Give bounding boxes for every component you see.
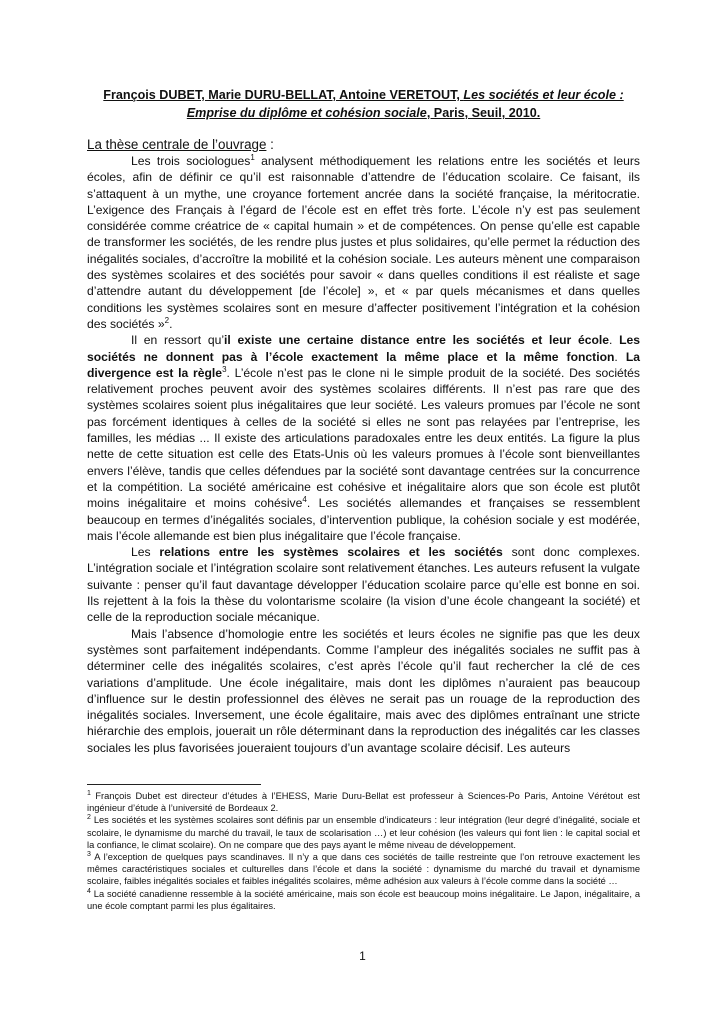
footnotes <box>87 784 640 912</box>
footnote-text: La société canadienne ressemble à la société américaine, mais son école est beaucoup moins inégalitaire. Le Japon, inégalitaire, a une école comptant parmi les plus égalitaires. <box>87 888 640 911</box>
bold-text: Les sociétés ne donnent pas à l’école exactement la même place et la même fonction <box>87 333 641 364</box>
bold-text: il existe une certaine distance entre les sociétés et leur école <box>224 333 609 348</box>
text-run: . Les sociétés allemandes et françaises se ressemblent beaucoup en termes d’inégalités sociales, d’intervention publique, la cohésion sociale y est modérée, mais l’école allemande est bien plus inégalitaire que l’école française. <box>87 496 640 543</box>
document-page <box>87 86 640 756</box>
authors: François DUBET, Marie DURU-BELLAT, Antoine VERETOUT, <box>103 88 464 102</box>
text-run: Il en ressort qu’ <box>131 333 225 348</box>
text-run: Les trois sociologues <box>131 154 251 168</box>
footnote-separator <box>87 784 261 785</box>
footnote-text: A l’exception de quelques pays scandinaves. Il n’y a que dans ces sociétés de taille restreinte que l’on retrouve exactement les mêmes caractéristiques sociales et culturelles dans l’école et dans la société : dynamisme du marché du travail et dynamisme scolaire, faibles inégalités sociales et faibles inégalités scolaires, même adhésion aux valeurs à l’école comme dans la société … <box>87 852 640 887</box>
paragraph-2 <box>87 332 640 544</box>
footnote-text: Les sociétés et les systèmes scolaires sont définis par un ensemble d’indicateurs : leur intégration (leur degré d’inégalité, sociale et scolaire, le dynamisme du marché du travail, le taux de scolarisation …) et leur cohésion (les valeurs qui font lien : le capital social et la confiance, le climat scolaire). On ne compare que des pays ayant le même niveau de développement. <box>87 815 640 850</box>
footnote-ref-3[interactable]: 3 <box>222 364 227 374</box>
bold-text: La divergence est la règle <box>87 349 640 380</box>
footnote-4 <box>87 888 640 912</box>
text-run: . L’école n’est pas le clone ni le simple produit de la société. Des sociétés relativement proches peuvent avoir des systèmes scolaires différents. Il n’est pas rare que des systèmes scolaires soient plus inégalitaires que leur société. Les valeurs promues par l’école ne sont pas forcément identiques à celles de la société si elles ne sont pas relayées par l’entreprise, les familles, les médias ... Il existe des articulations paradoxales entre les deux entités. La figure la plus nette de cette situation est celle des Etats-Unis où les valeurs promues à l’école sont bienveillantes envers l’élève, tandis que celles défendues par la société sont davantage centrées sur la concurrence et la compétition. La société américaine est cohésive et inégalitaire alors que son école est plutôt moins inégalitaire et moins cohésive <box>87 365 640 511</box>
text-run: . <box>614 349 626 364</box>
footnote-1 <box>87 790 640 814</box>
text-run: Les <box>131 545 160 560</box>
footnote-ref-1[interactable]: 1 <box>250 152 255 162</box>
page-number: 1 <box>359 949 366 963</box>
footnote-number: 4 <box>87 887 91 895</box>
text-run: sont donc complexes. L’intégration sociale et l’intégration scolaire sont relativement étanches. Les auteurs refusent la vulgate suivante : penser qu’il faut davantage développer l’éducation scolaire parce qu’elle est bonne en soi. Ils rejettent à la fois la thèse du volontarisme scolaire (la vision d’une école changeant la société) et celle de la reproduction sociale mécanique. <box>87 545 640 625</box>
text-run: . <box>169 316 173 331</box>
text-run: . <box>609 333 620 348</box>
footnote-number: 2 <box>87 814 91 822</box>
book-title-part-2: Emprise du diplôme et cohésion sociale <box>186 106 427 120</box>
publisher: , Paris, Seuil, 2010. <box>426 106 541 120</box>
section-heading-text: La thèse centrale de l’ouvrage <box>87 137 267 152</box>
footnote-number: 3 <box>87 850 91 858</box>
footnote-2 <box>87 814 640 851</box>
paragraph-3 <box>87 544 640 625</box>
book-reference-title <box>87 86 640 122</box>
section-heading <box>87 136 640 153</box>
paragraph-1 <box>87 153 640 332</box>
footnote-ref-2[interactable]: 2 <box>164 315 170 325</box>
footnote-ref-4[interactable]: 4 <box>302 495 307 505</box>
text-run: analysent méthodiquement les relations entre les sociétés et leurs écoles, afin de définir ce qu’il est raisonnable d’attendre de l’éducation scolaire. Ce faisant, ils s’attaquent à un mythe, une croyance fortement ancrée dans la société française, la méritocratie. L’exigence des Français à l’égard de l’école est en effet très forte. L’école n’y est pas seulement considérée comme créatrice de « capital humain » et de compétences. On pense qu’elle est capable de transformer les sociétés, de les rendre plus justes et plus solidaires, qu’elle permet la réduction des inégalités sociales, d’accroître la mobilité et la cohésion sociale. Les auteurs mènent une comparaison des systèmes scolaires et des sociétés pour savoir « dans quelles conditions il est réaliste et sage d’attendre autant du développement [de l’école] », et « par quels mécanismes et dans quelles conditions les systèmes scolaires sont en mesure d’affecter positivement l’intégration et la cohésion des sociétés » <box>87 154 640 331</box>
footnote-text: François Dubet est directeur d’études à l’EHESS, Marie Duru-Bellat est professeur à Sciences-Po Paris, Antoine Vérétout est ingénieur d’étude à l’université de Bordeaux 2. <box>87 791 640 814</box>
book-title-part-1: Les sociétés et leur école : <box>463 88 624 102</box>
section-heading-colon: : <box>266 137 274 152</box>
text-run: Mais l’absence d’homologie entre les sociétés et leurs écoles ne signifie pas que les deux systèmes sont parfaitement indépendants. Comme l’ampleur des inégalités sociales ne suffit pas à déterminer celle des inégalités scolaires, c’est après l’école qu’il faut rechercher la clé de ces variations d’amplitude. Une école inégalitaire, mais dont les diplômes n’auraient pas beaucoup d’influence sur le destin professionnel des élèves ne serait pas un rouage de la reproduction des inégalités sociales. Inversement, une école égalitaire, mais avec des diplômes entraînant une stricte hiérarchie des emplois, jouerait un rôle déterminant dans la reproduction des inégalités car les classes sociales les plus favorisées joueraient toujours d’un avantage scolaire décisif. Les auteurs <box>87 626 640 755</box>
footnote-number: 1 <box>87 789 91 797</box>
paragraph-4 <box>87 626 640 756</box>
bold-text: relations entre les systèmes scolaires et les sociétés <box>159 545 503 560</box>
footnote-3 <box>87 851 640 888</box>
